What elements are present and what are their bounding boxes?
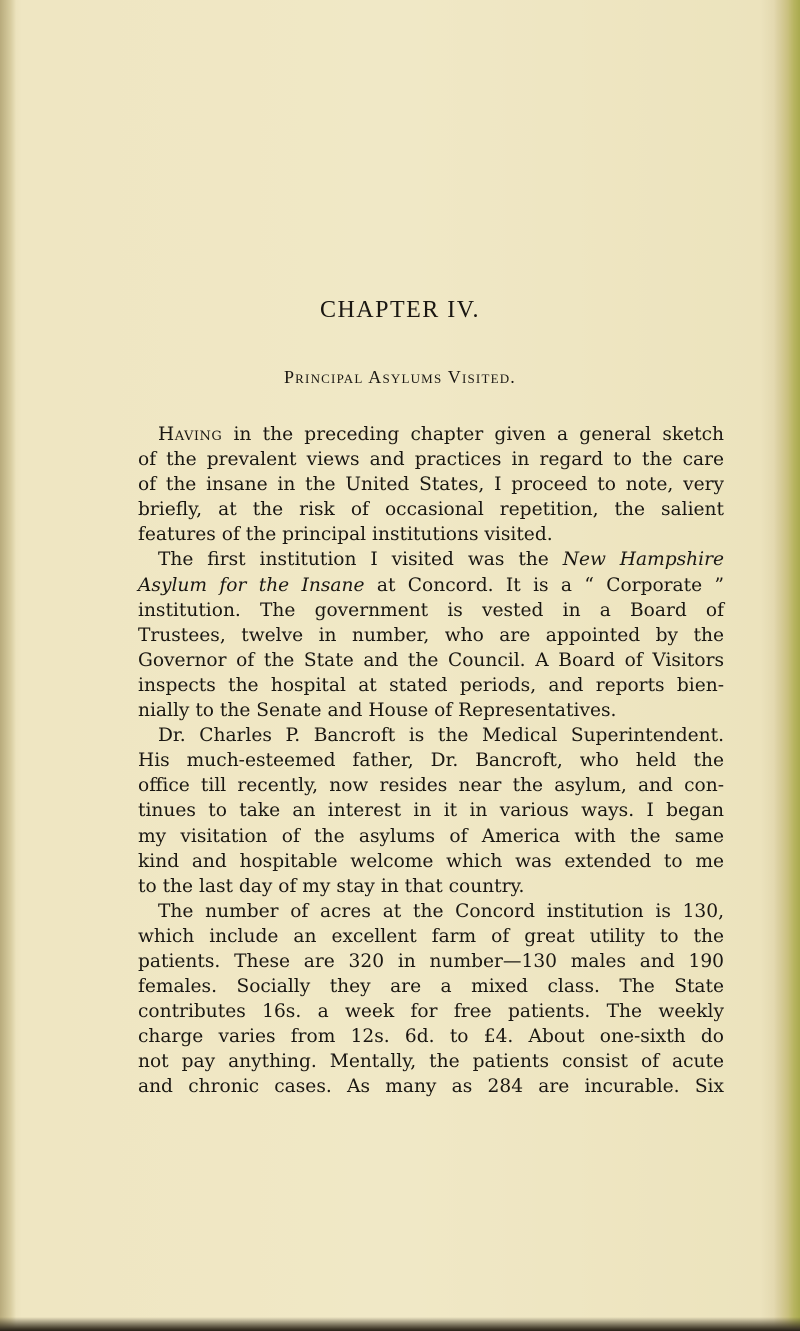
page-bottom-shadow (0, 1317, 800, 1331)
text-line: inspects the hospital at stated periods, and reports bien- (138, 674, 724, 696)
page-gutter-shadow (0, 0, 16, 1331)
text-line: tinues to take an interest in it in various ways. I began (138, 800, 724, 822)
text-line: which include an excellent farm of great utility to the (138, 925, 724, 947)
text-line: contributes 16s. a week for free patients. The weekly (138, 1001, 724, 1023)
lead-word: Having (158, 424, 223, 445)
text-line: females. Socially they are a mixed class. The State (138, 976, 724, 998)
text-line: to the last day of my stay in that country. (138, 875, 525, 897)
text-line: not pay anything. Mentally, the patients consist of acute (138, 1051, 724, 1073)
chapter-title: CHAPTER IV. (319, 297, 481, 323)
text-line: institution. The government is vested in a Board of (138, 599, 724, 621)
text-line: Dr. Charles P. Bancroft is the Medical Superintendent. (158, 725, 724, 747)
italic-asylum-name: Asylum for the Insane (138, 574, 365, 596)
text-line: of the insane in the United States, I proceed to note, very (138, 474, 724, 496)
text-line: kind and hospitable welcome which was extended to me (138, 850, 724, 872)
text-line: of the prevalent views and practices in regard to the care (138, 449, 724, 471)
text-line: features of the principal institutions visited. (138, 524, 553, 546)
text-line: Asylum for the Insane at Concord. It is a “ Corporate ” (138, 574, 724, 596)
text-line: The first institution I visited was the New Hampshire (158, 549, 724, 571)
text-line: and chronic cases. As many as 284 are incurable. Six (138, 1076, 724, 1098)
section-title: Principal Asylums Visited. (283, 367, 517, 387)
text-line: Having in the preceding chapter given a general sketch (158, 424, 724, 445)
text-line: office till recently, now resides near the asylum, and con- (138, 775, 724, 797)
text-line: Trustees, twelve in number, who are appointed by the (138, 624, 724, 646)
text-line: my visitation of the asylums of America with the same (138, 825, 724, 847)
italic-place-name: New Hampshire (562, 549, 724, 571)
page-fore-edge (774, 0, 800, 1331)
text-line: Governor of the State and the Council. A Board of Visitors (138, 649, 724, 671)
text-line: patients. These are 320 in number—130 males and 190 (138, 950, 724, 972)
body-text (138, 422, 724, 1100)
text-line: The number of acres at the Concord institution is 130, (158, 900, 724, 922)
text-line: His much-esteemed father, Dr. Bancroft, who held the (138, 750, 724, 772)
text-line: nially to the Senate and House of Representatives. (138, 700, 617, 722)
text-line: charge varies from 12s. 6d. to £4. About one-sixth do (138, 1026, 724, 1048)
text-line: briefly, at the risk of occasional repetition, the salient (138, 499, 724, 521)
